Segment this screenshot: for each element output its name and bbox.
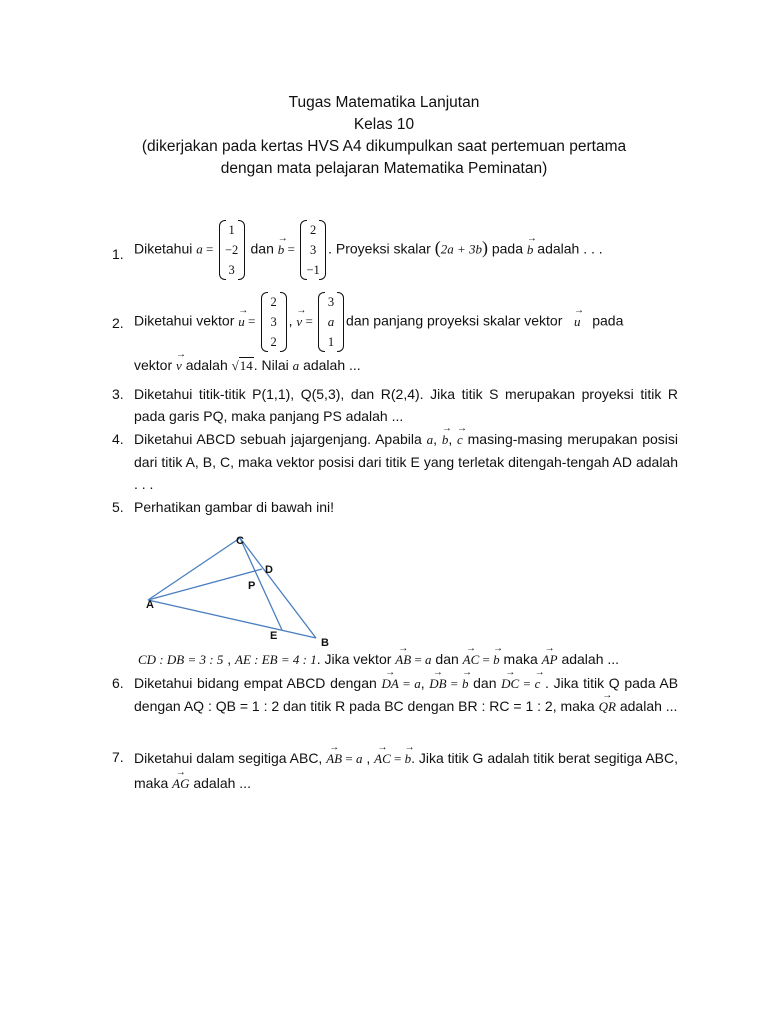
question-1: 1. Diketahui a = 1 −2 3 dan → b = 2 3 −1 . Proyeksi skalar (2a + 3b) pada → b adalah . . . bbox=[112, 220, 678, 280]
question-number: 2. bbox=[112, 315, 124, 331]
question-3 bbox=[112, 383, 678, 427]
square-root: √14 bbox=[231, 358, 253, 373]
document-header bbox=[0, 92, 768, 180]
vector-b-column: 2 3 −1 bbox=[300, 220, 326, 280]
instruction-line-1: (dikerjakan pada kertas HVS A4 dikumpulkan saat pertemuan pertama bbox=[141, 138, 627, 155]
label-C: C bbox=[236, 535, 244, 547]
line-AC bbox=[148, 538, 240, 600]
label-A: A bbox=[146, 599, 154, 611]
question-6: 6. Diketahui bidang empat ABCD dengan → DA = a, → DB = → b dan → DC = → c . Jika titik Q pada AB dengan AQ : QB = 1 : 2 dan titik R pada BC dengan BR : RC = 1 : 2, maka → QR adalah ... bbox=[112, 672, 678, 718]
vector-a-column: 1 −2 3 bbox=[219, 220, 245, 280]
question-number: 5. bbox=[112, 499, 124, 515]
vector-a-symbol: a bbox=[196, 241, 203, 257]
vector-b-symbol: → b bbox=[278, 239, 285, 261]
vector-u-symbol: → u bbox=[238, 311, 245, 333]
question-number: 1. bbox=[112, 246, 124, 262]
label-P: P bbox=[248, 580, 256, 592]
question-number: 3. bbox=[112, 386, 124, 402]
line-AD bbox=[148, 569, 262, 600]
instruction-line-2: dengan mata pelajaran Matematika Peminatan) bbox=[220, 160, 548, 177]
vector-v-symbol: → v bbox=[296, 311, 302, 333]
question-text: Diketahui bbox=[134, 240, 193, 257]
question-7: 7. Diketahui dalam segitiga ABC, → AB = a , → AC = → b. Jika titik G adalah titik berat segitiga ABC, maka → AG adalah ... bbox=[112, 746, 678, 796]
label-B: B bbox=[321, 637, 329, 648]
scalar-expression: 2a + 3b bbox=[440, 241, 482, 257]
label-D: D bbox=[265, 564, 273, 576]
question-2: 2. Diketahui vektor → u = 2 3 2 , → v = 3 a 1 dan panjang proyeksi skalar vektor → u pada vektor → v adalah √14. Nilai a adalah ... bbox=[112, 292, 678, 377]
triangle-figure bbox=[140, 528, 340, 648]
title-line: Tugas Matematika Lanjutan bbox=[288, 94, 480, 111]
question-number: 7. bbox=[112, 749, 124, 765]
question-text: Diketahui titik-titik P(1,1), Q(5,3), dan R(2,4). Jika titik S merupakan proyeksi titik R pada garis PQ, maka panjang PS adalah ... bbox=[134, 386, 678, 424]
label-E: E bbox=[270, 630, 278, 642]
question-text: Perhatikan gambar di bawah ini! bbox=[134, 499, 335, 515]
question-4: 4. Diketahui ABCD sebuah jajargenjang. Apabila a, → b, → c masing-masing merupakan posisi dari titik A, B, C, maka vektor posisi dari titik E yang terletak ditengah-tengah AD adalah . . . bbox=[112, 428, 678, 495]
question-number: 4. bbox=[112, 431, 124, 447]
question-5-continuation: CD : DB = 3 : 5 , AE : EB = 4 : 1. Jika vektor → AB = a dan → AC = → b maka → AP adalah ... bbox=[112, 648, 678, 671]
vector-u-column: 2 3 2 bbox=[261, 292, 287, 352]
question-5 bbox=[112, 496, 678, 518]
class-line: Kelas 10 bbox=[353, 116, 415, 133]
vector-v-column: 3 a 1 bbox=[318, 292, 344, 352]
question-number: 6. bbox=[112, 675, 124, 691]
